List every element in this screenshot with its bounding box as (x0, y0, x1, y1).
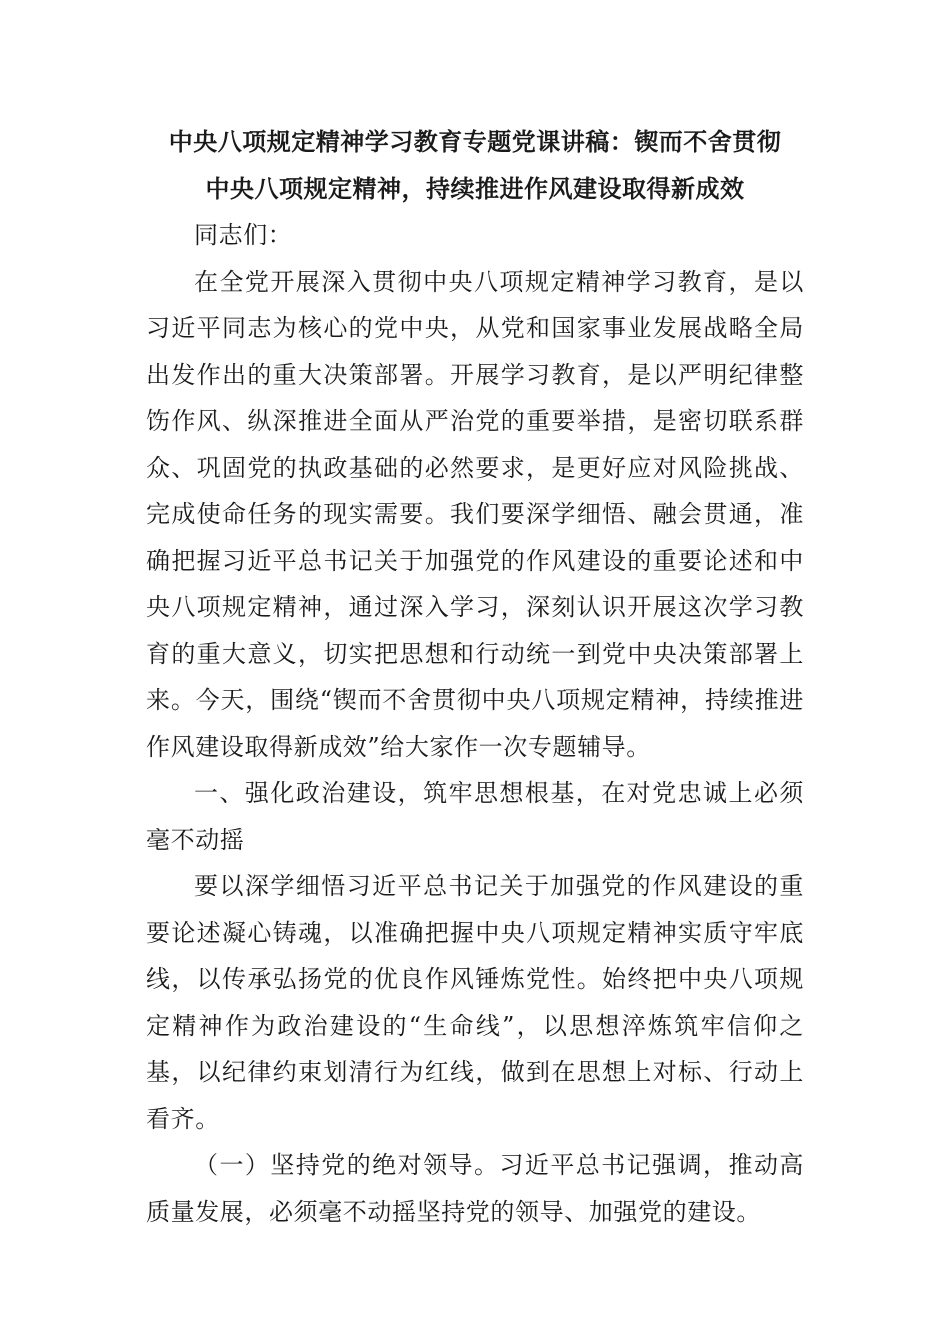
document-body (146, 212, 804, 1235)
subsection-1-paragraph: （一）坚持党的绝对领导。习近平总书记强调，推动高质量发展，必须毫不动摇坚持党的领导、加强党的建设。 (146, 1151, 804, 1226)
section-1-paragraph: 要以深学细悟习近平总书记关于加强党的作风建设的重要论述凝心铸魂，以准确把握中央八项规定精神实质守牢底线，以传承弘扬党的优良作风锤炼党性。始终把中央八项规定精神作为政治建设的“生命线”，以思想淬炼筑牢信仰之基，以纪律约束划清行为红线，做到在思想上对标、行动上看齐。 (146, 872, 804, 1133)
salutation: 同志们： (194, 221, 293, 249)
section-heading-1: 一、强化政治建设，筑牢思想根基，在对党忠诚上必须毫不动摇 (146, 779, 804, 854)
intro-paragraph: 在全党开展深入贯彻中央八项规定精神学习教育，是以习近平同志为核心的党中央，从党和国家事业发展战略全局出发作出的重大决策部署。开展学习教育，是以严明纪律整饬作风、纵深推进全面从严治党的重要举措，是密切联系群众、巩固党的执政基础的必然要求，是更好应对风险挑战、完成使命任务的现实需要。我们要深学细悟、融会贯通，准确把握习近平总书记关于加强党的作风建设的重要论述和中央八项规定精神，通过深入学习，深刻认识开展这次学习教育的重大意义，切实把思想和行动统一到党中央决策部署上来。今天，围绕“锲而不舍贯彻中央八项规定精神，持续推进作风建设取得新成效”给大家作一次专题辅导。 (146, 267, 804, 761)
document-page (146, 118, 804, 1235)
document-title (146, 118, 804, 212)
title-line-2: 中央八项规定精神，持续推进作风建设取得新成效 (205, 174, 745, 203)
title-line-1: 中央八项规定精神学习教育专题党课讲稿：锲而不舍贯彻 (168, 127, 782, 156)
